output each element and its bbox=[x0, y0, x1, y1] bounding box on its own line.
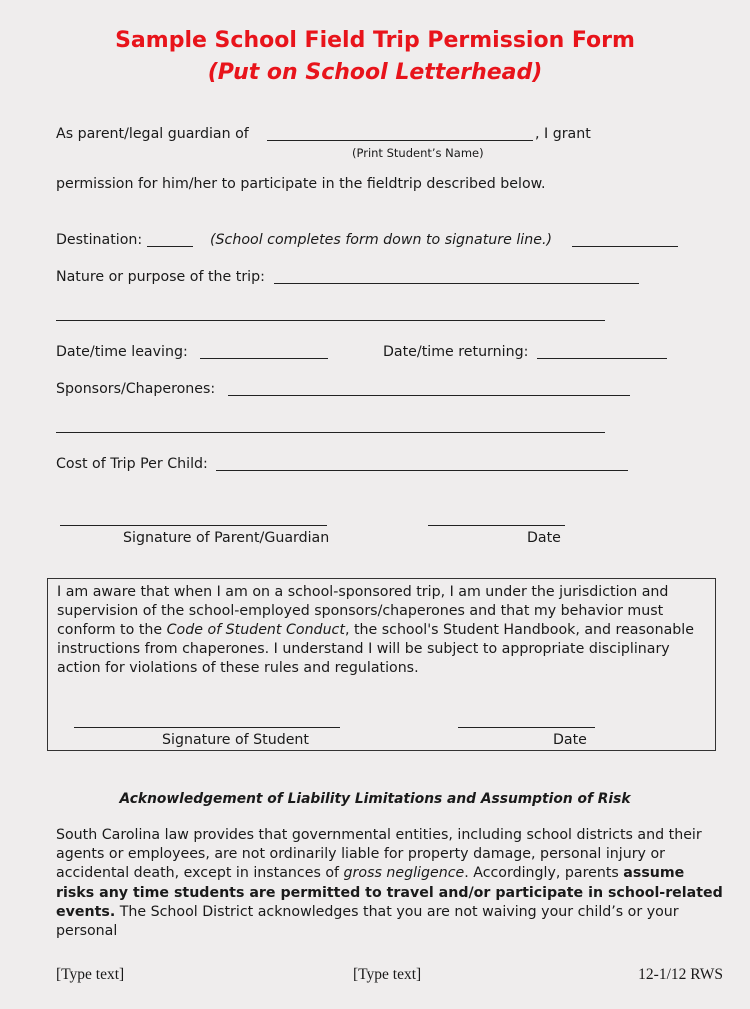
purpose-line[interactable] bbox=[274, 283, 639, 284]
student-date-label: Date bbox=[553, 732, 587, 748]
parent-signature-line[interactable] bbox=[60, 525, 327, 526]
sponsors-line-2[interactable] bbox=[56, 432, 605, 433]
liability-paragraph: South Carolina law provides that governmental entities, including school districts and their agents or employees, are not ordinarily liable for property damage, personal injury or accidental death, except in instances of gross negligence. Accordingly, parents assume risks any time students are permitted to travel and/or participate in school-related events. The School District acknowledges that you are not waiving your child’s or your personal bbox=[56, 827, 723, 940]
form-subtitle: (Put on School Letterhead) bbox=[207, 60, 543, 85]
student-acknowledgement-text: I am aware that when I am on a school-sponsored trip, I am under the jurisdiction and supervision of the school-employed sponsors/chaperones and that my behavior must conform to the Code of Student Conduct, the school's Student Handbook, and reasonable instructions from chaperones. I understand I will be subject to appropriate disciplinary action for violations of these rules and regulations. bbox=[57, 584, 694, 676]
sponsors-line[interactable] bbox=[228, 395, 630, 396]
footer-left: [Type text] bbox=[56, 966, 125, 983]
school-note: (School completes form down to signature line.) bbox=[210, 232, 552, 248]
purpose-line-2[interactable] bbox=[56, 320, 605, 321]
student-signature-line[interactable] bbox=[74, 727, 340, 728]
parent-signature-label: Signature of Parent/Guardian bbox=[123, 530, 330, 546]
parent-date-label: Date bbox=[527, 530, 561, 546]
destination-label: Destination: bbox=[56, 232, 143, 248]
liability-heading: Acknowledgement of Liability Limitations and Assumption of Risk bbox=[119, 791, 631, 807]
sponsors-label: Sponsors/Chaperones: bbox=[56, 381, 216, 397]
returning-line[interactable] bbox=[537, 358, 667, 359]
form-title: Sample School Field Trip Permission Form bbox=[115, 28, 635, 53]
student-signature-label: Signature of Student bbox=[162, 732, 309, 748]
student-date-line[interactable] bbox=[458, 727, 595, 728]
cost-label: Cost of Trip Per Child: bbox=[56, 456, 208, 472]
student-name-caption: (Print Student’s Name) bbox=[352, 146, 484, 160]
destination-extra-line[interactable] bbox=[572, 246, 678, 247]
intro-line2: permission for him/her to participate in the fieldtrip described below. bbox=[56, 176, 546, 192]
parent-date-line[interactable] bbox=[428, 525, 565, 526]
student-acknowledgement-box bbox=[47, 578, 716, 751]
returning-label: Date/time returning: bbox=[383, 344, 529, 360]
purpose-label: Nature or purpose of the trip: bbox=[56, 269, 265, 285]
leaving-line[interactable] bbox=[200, 358, 328, 359]
leaving-label: Date/time leaving: bbox=[56, 344, 188, 360]
code-of-conduct-italic: Code of Student Conduct bbox=[166, 622, 345, 638]
cost-line[interactable] bbox=[216, 470, 628, 471]
student-name-line[interactable] bbox=[267, 140, 533, 141]
intro-suffix: , I grant bbox=[535, 126, 591, 142]
footer-center: [Type text] bbox=[353, 966, 422, 983]
destination-line[interactable] bbox=[147, 246, 193, 247]
intro-prefix: As parent/legal guardian of bbox=[56, 126, 249, 142]
footer-right: 12-1/12 RWS bbox=[638, 966, 723, 983]
